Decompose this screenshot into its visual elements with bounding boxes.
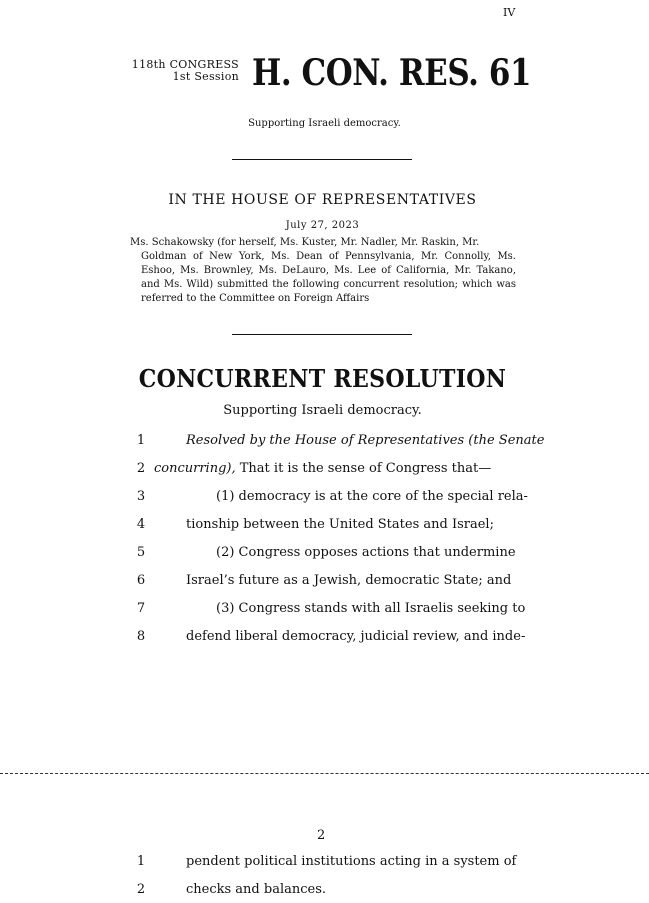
resolution-line: checks and balances. <box>186 882 327 897</box>
line-number: 1 <box>136 433 146 448</box>
house-heading: IN THE HOUSE OF REPRESENTATIVES <box>168 192 477 208</box>
session-number: 1st Session <box>172 70 239 83</box>
resolution-line: Israel’s future as a Jewish, democratic State; and <box>186 573 512 588</box>
resolution-line: concurring), That it is the sense of Congress that— <box>154 461 492 476</box>
resolution-line: tionship between the United States and Israel; <box>186 517 494 532</box>
introduction-date: July 27, 2023 <box>285 220 360 231</box>
line-number: 5 <box>136 545 146 560</box>
line-number: 8 <box>136 629 146 644</box>
congress-number: 118th CONGRESS <box>131 58 239 71</box>
line-number: 3 <box>136 489 146 504</box>
resolution-number: H. CON. RES. 61 <box>252 52 532 94</box>
divider-top <box>232 159 412 160</box>
resolution-line: defend liberal democracy, judicial review, and inde- <box>186 629 526 644</box>
line-number: 2 <box>136 882 146 897</box>
sponsors-first-line: Ms. Schakowsky (for herself, Ms. Kuster, Mr. Nadler, Mr. Raskin, Mr. <box>130 237 480 248</box>
resolution-title: CONCURRENT RESOLUTION <box>138 364 507 393</box>
line-number: 2 <box>136 461 146 476</box>
line-number: 4 <box>136 517 146 532</box>
document-marker: IV <box>503 6 516 19</box>
page-number: 2 <box>317 828 326 843</box>
resolution-subtitle: Supporting Israeli democracy. <box>223 403 422 418</box>
resolution-line: (1) democracy is at the core of the special rela- <box>216 489 528 504</box>
line-number: 1 <box>136 854 146 869</box>
resolution-line: pendent political institutions acting in a system of <box>186 854 517 869</box>
resolution-line: Resolved by the House of Representatives (the Senate <box>186 433 545 448</box>
line-number: 7 <box>136 601 146 616</box>
resolution-line: (3) Congress stands with all Israelis seeking to <box>216 601 526 616</box>
sponsors-continuation: Goldman of New York, Ms. Dean of Pennsylvania, Mr. Connolly, Ms. Eshoo, Ms. Brownley, Ms. DeLauro, Ms. Lee of California, Mr. Takano, and Ms. Wild) submitted the following concurrent resolution; which was referred to the Committee on Foreign Affairs <box>141 251 516 304</box>
resolution-line: (2) Congress opposes actions that undermine <box>216 545 516 560</box>
sponsors-paragraph <box>130 236 516 306</box>
divider-bottom <box>232 334 412 335</box>
short-title: Supporting Israeli democracy. <box>248 118 401 129</box>
line-number: 6 <box>136 573 146 588</box>
page-break <box>0 773 649 774</box>
congress-session-label <box>132 59 239 83</box>
